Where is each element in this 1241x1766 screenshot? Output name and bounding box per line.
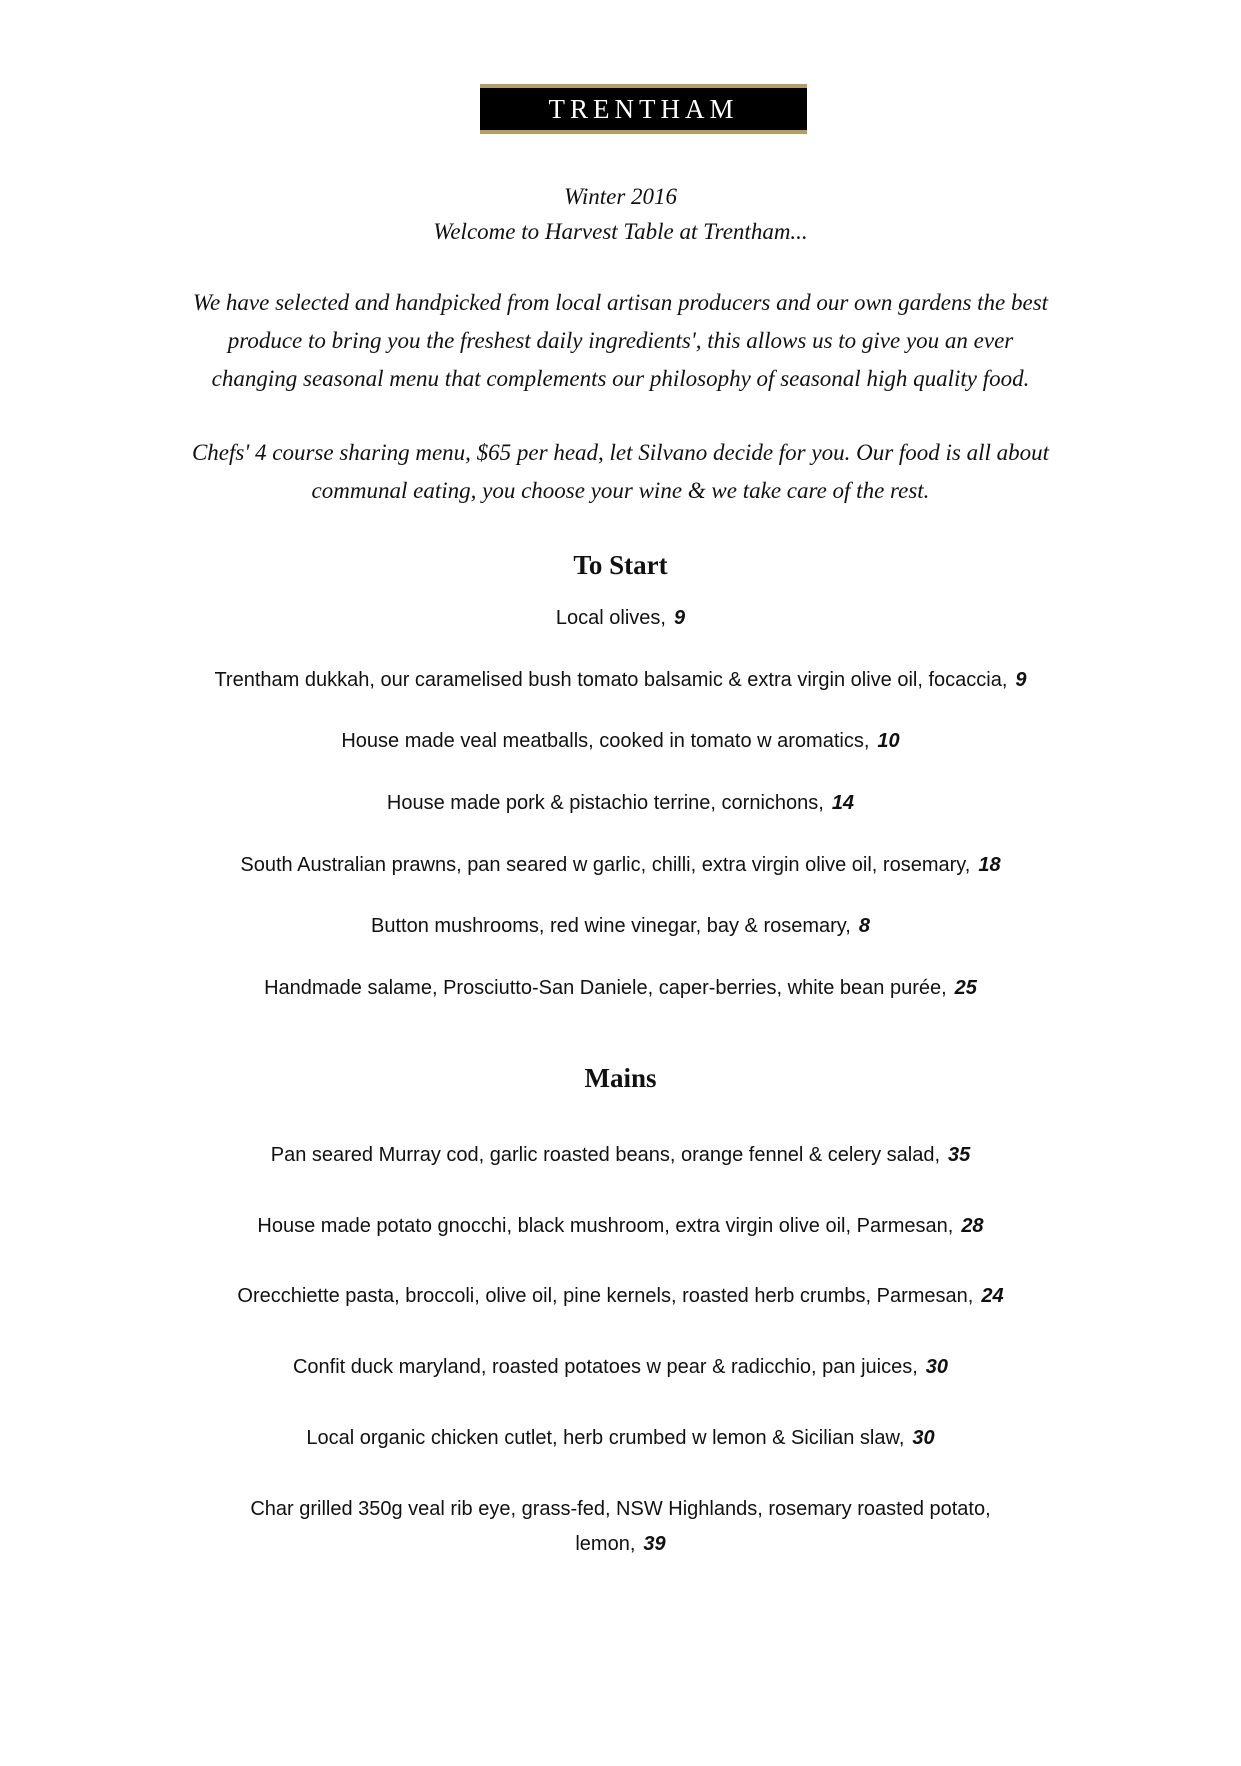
section-title-mains: Mains (584, 1063, 657, 1093)
item-name: Local olives, (555, 607, 666, 629)
menu-item (0, 854, 1241, 877)
item-price: 35 (948, 1144, 971, 1166)
item-name: Pan seared Murray cod, garlic roasted beans, orange fennel & celery salad, (270, 1144, 941, 1166)
menu-item-cont (0, 1533, 1241, 1556)
sharing-line: communal eating, you choose your wine & we take care of the rest. (311, 478, 930, 503)
intro-line: produce to bring you the freshest daily ingredients', this allows us to give you an ever (227, 328, 1014, 353)
item-name: Local organic chicken cutlet, herb crumbed w lemon & Sicilian slaw, (306, 1427, 905, 1449)
intro-line: We have selected and handpicked from local artisan producers and our own gardens the best (192, 290, 1049, 315)
item-name: House made pork & pistachio terrine, cornichons, (386, 792, 824, 814)
menu-item (0, 607, 1241, 630)
item-price: 30 (925, 1356, 949, 1378)
item-price: 9 (673, 607, 686, 629)
item-name: Handmade salame, Prosciutto-San Daniele, caper-berries, white bean purée, (264, 977, 947, 999)
item-price: 8 (858, 915, 870, 937)
item-name: Orecchiette pasta, broccoli, olive oil, pine kernels, roasted herb crumbs, Parmesan, (237, 1285, 974, 1307)
item-name: Confit duck maryland, roasted potatoes w pear & radicchio, pan juices, (292, 1356, 918, 1378)
item-name: South Australian prawns, pan seared w garlic, chilli, extra virgin olive oil, rosemary, (240, 854, 971, 876)
item-price: 25 (954, 977, 977, 999)
item-price: 39 (643, 1533, 666, 1555)
item-price: 30 (912, 1427, 935, 1449)
menu-item (0, 1144, 1241, 1167)
menu-item (0, 792, 1241, 815)
trentham-logo (480, 84, 807, 134)
item-name: House made potato gnocchi, black mushroom, extra virgin olive oil, Parmesan, (257, 1215, 954, 1237)
menu-item (0, 730, 1241, 753)
section-title-starters: To Start (573, 550, 668, 580)
item-name: Button mushrooms, red wine vinegar, bay & rosemary, (371, 915, 851, 937)
item-price: 24 (981, 1285, 1004, 1307)
item-price: 28 (961, 1215, 984, 1237)
item-name: Trentham dukkah, our caramelised bush tomato balsamic & extra virgin olive oil, focaccia, (214, 669, 1008, 691)
menu-item (0, 669, 1241, 692)
menu-item: Char grilled 350g veal rib eye, grass-fed, NSW Highlands, rosemary roasted potato, (250, 1498, 991, 1520)
logo-text: TRENTHAM (548, 93, 739, 124)
menu-item (0, 1285, 1241, 1308)
item-price: 9 (1015, 669, 1027, 691)
menu-item (0, 915, 1241, 938)
item-price: 14 (831, 792, 855, 814)
item-name: lemon, (575, 1533, 636, 1555)
intro-line: changing seasonal menu that complements our philosophy of seasonal high quality food. (211, 366, 1030, 391)
sharing-line: Chefs' 4 course sharing menu, $65 per head, let Silvano decide for you. Our food is all about (191, 440, 1050, 465)
menu-item (0, 977, 1241, 1000)
season: Winter 2016 (563, 184, 678, 209)
menu-item (0, 1427, 1241, 1450)
menu-item (0, 1215, 1241, 1238)
menu-item (0, 1356, 1241, 1379)
item-name: House made veal meatballs, cooked in tomato w aromatics, (341, 730, 870, 752)
welcome: Welcome to Harvest Table at Trentham... (433, 219, 808, 244)
item-price: 18 (978, 854, 1001, 876)
item-price: 10 (877, 730, 900, 752)
